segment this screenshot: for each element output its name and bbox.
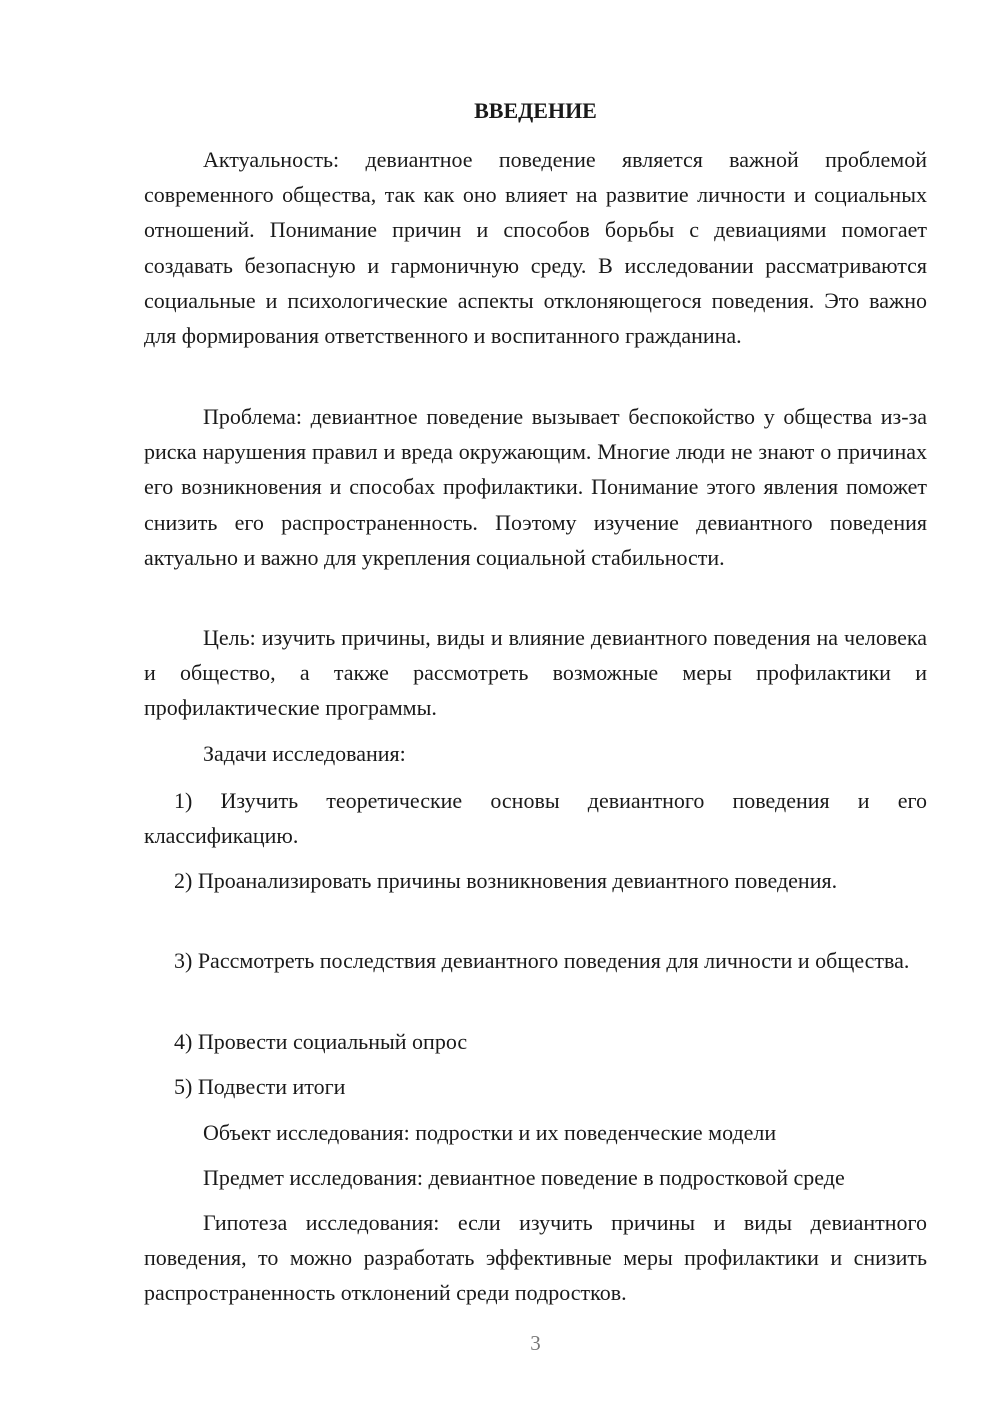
paragraph-subject: Предмет исследования: девиантное поведение в подростковой среде: [203, 1165, 845, 1190]
paragraph-problem: Проблема: девиантное поведение вызывает беспокойство у общества из-за риска нарушения правил и вреда окружающим. Многие люди не знают о причинах его возникновения и способах профилактики. Понимание этого явления поможет снизить его распространенность. Поэтому изучение девиантного поведения актуально и важно для укрепления социальной стабильности.: [144, 404, 927, 570]
list-item-task-1: 1) Изучить теоретические основы девиантного поведения и его классификацию.: [144, 788, 927, 849]
paragraph-goal: Цель: изучить причины, виды и влияние девиантного поведения на человека и общество, а также рассмотреть возможные меры профилактики и профилактические программы.: [144, 625, 927, 721]
paragraph-relevance: Актуальность: девиантное поведение является важной проблемой современного общества, так как оно влияет на развитие личности и социальных отношений. Понимание причин и способов борьбы с девиациями помогает создавать безопасную и гармоничную среду. В исследовании рассматриваются социальные и психологические аспекты отклоняющегося поведения. Это важно для формирования ответственного и воспитанного гражданина.: [144, 147, 927, 349]
list-item-task-4: 4) Провести социальный опрос: [174, 1029, 468, 1054]
page-title: ВВЕДЕНИЕ: [474, 98, 597, 123]
paragraph-object: Объект исследования: подростки и их поведенческие модели: [203, 1120, 777, 1145]
list-item-task-3: 3) Рассмотреть последствия девиантного поведения для личности и общества.: [174, 948, 910, 973]
list-item-task-5: 5) Подвести итоги: [174, 1074, 346, 1099]
paragraph-hypothesis: Гипотеза исследования: если изучить причины и виды девиантного поведения, то можно разработать эффективные меры профилактики и снизить распространенность отклонений среди подростков.: [144, 1210, 927, 1306]
page-number: 3: [530, 1331, 541, 1355]
list-item-task-2: 2) Проанализировать причины возникновения девиантного поведения.: [174, 868, 838, 893]
tasks-heading: Задачи исследования:: [203, 741, 406, 766]
